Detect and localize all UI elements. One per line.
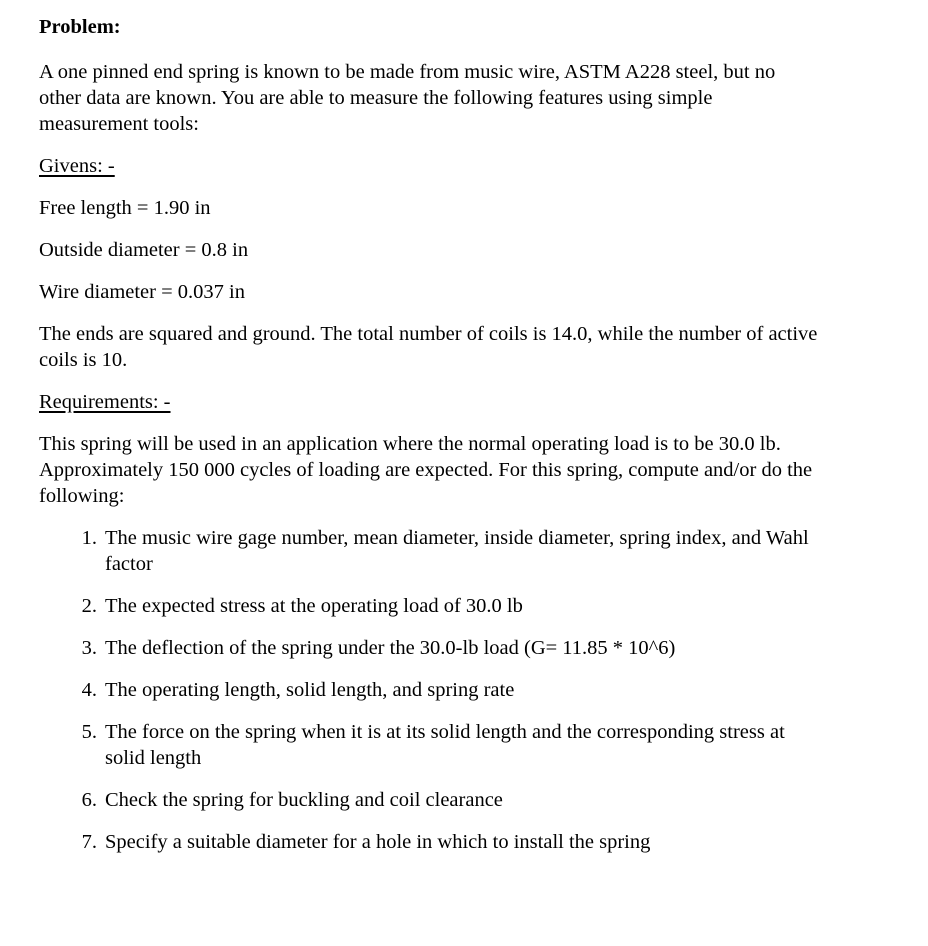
requirement-line: The operating length, solid length, and spring rate: [105, 679, 515, 701]
requirement-number: 2.: [81, 595, 97, 617]
requirement-number: 3.: [81, 637, 97, 659]
intro-paragraph: [39, 59, 888, 137]
requirement-line: The deflection of the spring under the 30.0-lb load (G= 11.85 * 10^6): [105, 637, 676, 659]
requirement-text: [105, 719, 888, 771]
requirement-item: [39, 635, 888, 661]
requirement-line: Specify a suitable diameter for a hole in which to install the spring: [105, 831, 651, 853]
application-line: Approximately 150 000 cycles of loading are expected. For this spring, compute and/or do the: [39, 459, 813, 481]
requirement-item: [39, 525, 888, 577]
requirement-number: 5.: [81, 721, 97, 743]
application-line: This spring will be used in an application where the normal operating load is to be 30.0 lb.: [39, 433, 781, 455]
requirement-text: [105, 677, 888, 703]
requirement-number: 1.: [81, 527, 97, 549]
requirement-item: [39, 719, 888, 771]
application-line: following:: [39, 485, 125, 507]
requirement-text: [105, 593, 888, 619]
intro-line: other data are known. You are able to measure the following features using simple: [39, 87, 713, 109]
requirement-line: The expected stress at the operating load of 30.0 lb: [105, 595, 523, 617]
requirement-number: 4.: [81, 679, 97, 701]
requirements-list: [39, 525, 888, 855]
requirement-item: [39, 593, 888, 619]
requirement-text: [105, 525, 888, 577]
requirement-item: [39, 787, 888, 813]
application-paragraph: [39, 431, 888, 509]
intro-line: measurement tools:: [39, 113, 199, 135]
given-free-length: Free length = 1.90 in: [39, 197, 211, 219]
requirement-line: solid length: [105, 747, 202, 769]
ends-line: The ends are squared and ground. The total number of coils is 14.0, while the number of active: [39, 323, 818, 345]
requirement-number: 6.: [81, 789, 97, 811]
givens-label: Givens: -: [39, 155, 115, 177]
requirements-label: Requirements: -: [39, 391, 171, 413]
ends-line: coils is 10.: [39, 349, 128, 371]
requirement-line: factor: [105, 553, 153, 575]
requirement-line: The force on the spring when it is at its solid length and the corresponding stress at: [105, 721, 785, 743]
requirement-line: The music wire gage number, mean diameter, inside diameter, spring index, and Wahl: [105, 527, 809, 549]
given-outside-diameter: Outside diameter = 0.8 in: [39, 239, 249, 261]
ends-paragraph: [39, 321, 888, 373]
intro-line: A one pinned end spring is known to be made from music wire, ASTM A228 steel, but no: [39, 61, 776, 83]
requirement-text: [105, 829, 888, 855]
requirement-number: 7.: [81, 831, 97, 853]
requirement-item: [39, 829, 888, 855]
requirement-item: [39, 677, 888, 703]
requirement-line: Check the spring for buckling and coil clearance: [105, 789, 503, 811]
requirement-text: [105, 635, 888, 661]
problem-heading: Problem:: [39, 16, 121, 38]
requirement-text: [105, 787, 888, 813]
given-wire-diameter: Wire diameter = 0.037 in: [39, 281, 245, 303]
